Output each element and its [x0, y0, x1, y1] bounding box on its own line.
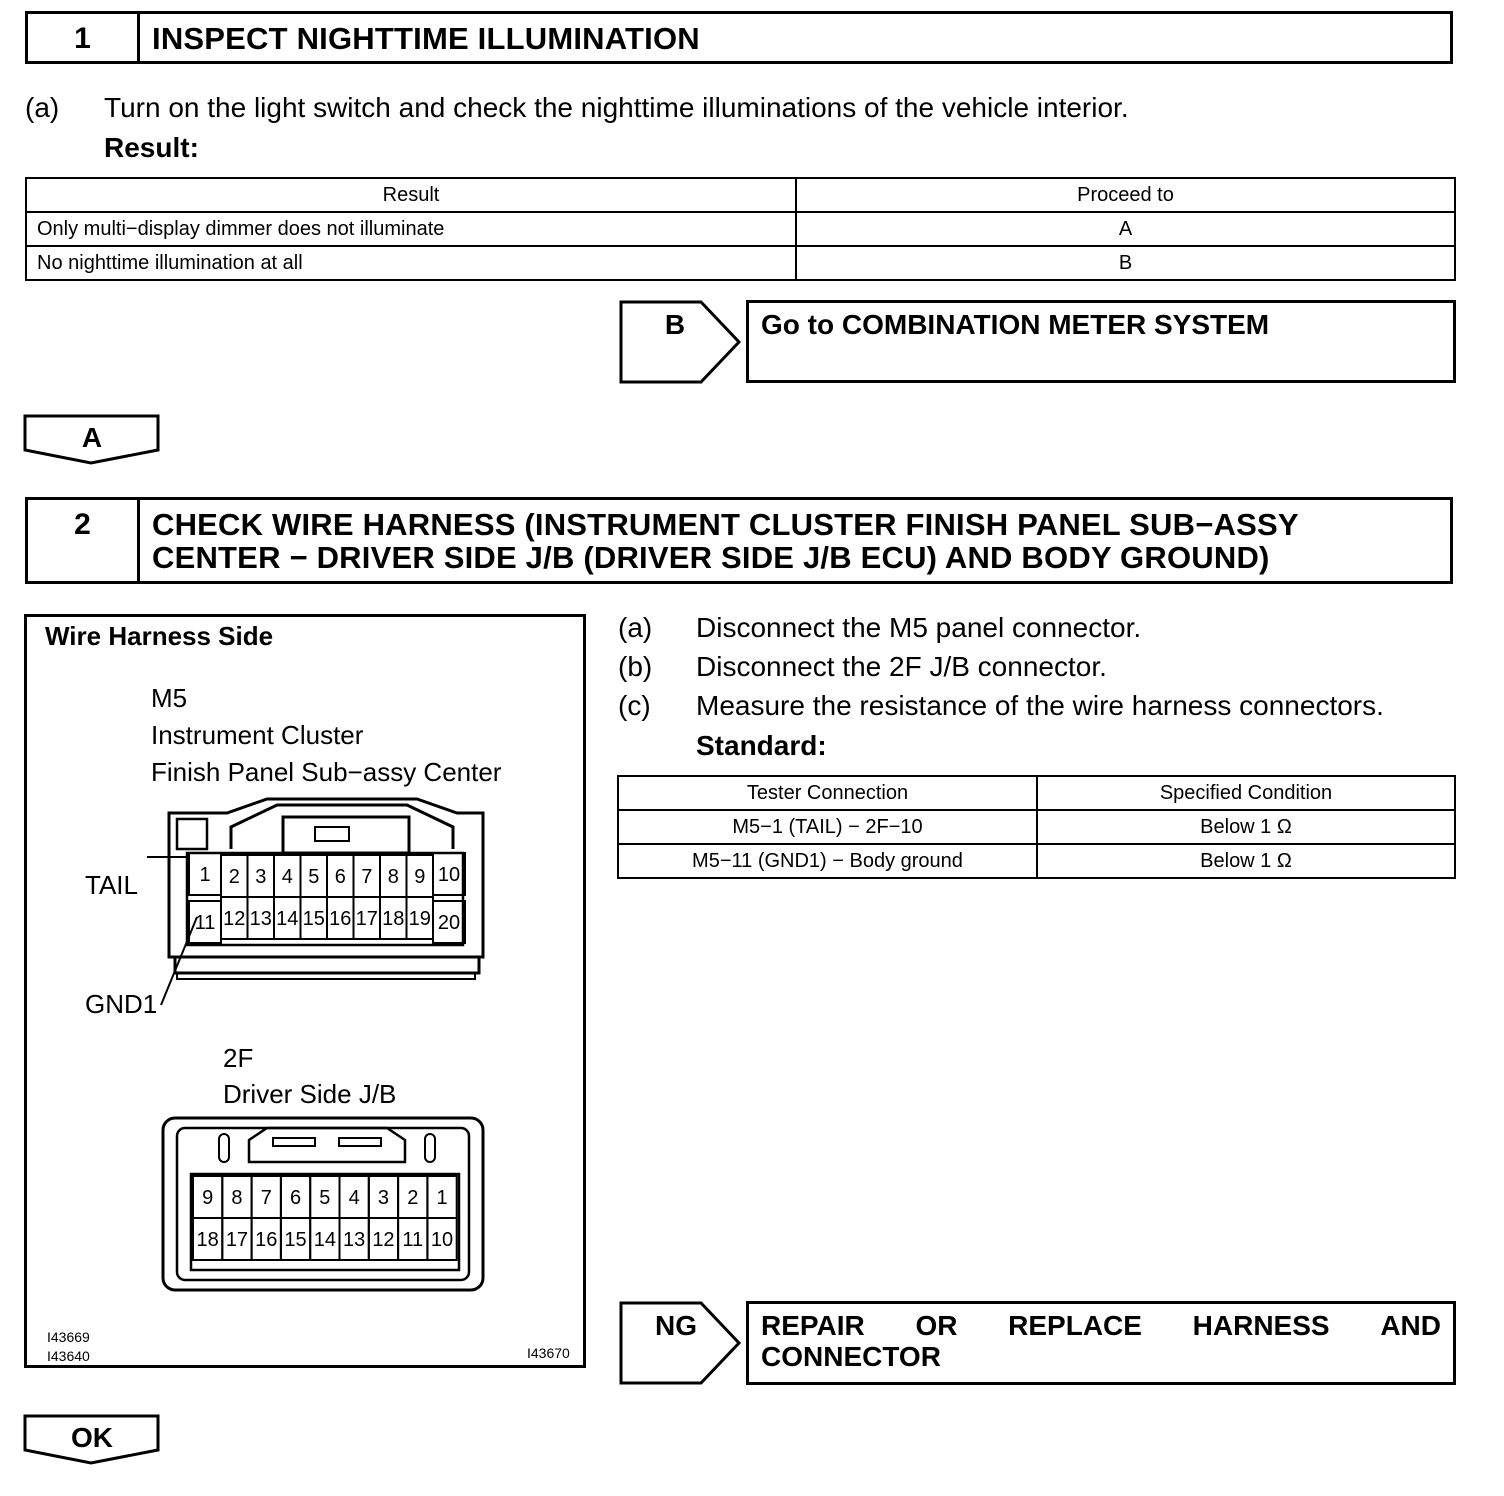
- standard-label: Standard:: [696, 730, 827, 761]
- connector-pin-number: 11: [402, 1229, 424, 1251]
- table-header-cell: Proceed to: [796, 178, 1455, 212]
- connector-pin-number: 2: [407, 1187, 419, 1209]
- connector-pin-number: 7: [361, 866, 373, 888]
- step-marker: (b): [618, 651, 653, 682]
- connector-pin-number: 17: [225, 1229, 249, 1251]
- connector-pin-number: 17: [355, 908, 378, 930]
- step-text: Disconnect the M5 panel connector.: [696, 612, 1142, 643]
- step-marker: (c): [618, 690, 651, 721]
- table-cell: M5−1 (TAIL) − 2F−10: [618, 810, 1037, 844]
- table-cell: Below 1 Ω: [1037, 810, 1455, 844]
- connector-pin-number: 8: [231, 1187, 243, 1209]
- table-cell: A: [796, 212, 1455, 246]
- branch-b-label: B: [664, 309, 686, 340]
- figure-id: I43669: [47, 1329, 90, 1345]
- connector-pin-number: 16: [329, 908, 352, 930]
- connector-pin-number: 4: [281, 866, 293, 888]
- table-header-row: [618, 776, 1455, 810]
- table-cell: Only multi−display dimmer does not illuminate: [26, 212, 796, 246]
- connector-pin-number: 15: [302, 908, 325, 930]
- diagram-heading: Wire Harness Side: [45, 621, 274, 651]
- connector-pin-number: 20: [437, 912, 461, 934]
- branch-ng-label: NG: [655, 1310, 697, 1341]
- connector-pin-number: 5: [319, 1187, 331, 1209]
- action-line: CONNECTOR: [761, 1341, 941, 1372]
- branch-a-label: A: [81, 422, 103, 453]
- connector-pin-number: 3: [255, 866, 267, 888]
- figure-id: I43640: [47, 1348, 90, 1364]
- connector-pin-number: 12: [372, 1229, 395, 1251]
- connector-pin-number: 9: [202, 1187, 214, 1209]
- connector-pin-number: 14: [313, 1229, 336, 1251]
- connector-pin-number: 8: [387, 866, 399, 888]
- connector-pin-number: 1: [436, 1187, 448, 1209]
- connector-pin-number: 13: [249, 908, 272, 930]
- connector-pin-number: 6: [334, 866, 346, 888]
- table-header-cell: Tester Connection: [618, 776, 1037, 810]
- jb-connector-drawing: [27, 1112, 583, 1302]
- table-cell: Below 1 Ω: [1037, 844, 1455, 878]
- m5-connector-name: Instrument Cluster: [151, 720, 364, 750]
- connector-pin-number: 1: [199, 864, 211, 886]
- instruction-text: Turn on the light switch and check the nighttime illuminations of the vehicle interior.: [104, 92, 1129, 123]
- table-row: [618, 810, 1455, 844]
- connector-pin-number: 16: [255, 1229, 278, 1251]
- branch-ng-action: [746, 1301, 1456, 1385]
- connector-pin-number: 18: [196, 1229, 219, 1251]
- m5-connector-code: M5: [151, 683, 188, 713]
- action-word: REPAIR: [761, 1310, 865, 1341]
- tail-pin-label: TAIL: [85, 870, 138, 900]
- connector-pin-number: 5: [308, 866, 320, 888]
- step-title-line: CHECK WIRE HARNESS (INSTRUMENT CLUSTER FINISH PANEL SUB−ASSY: [152, 507, 1299, 542]
- item-marker: (a): [25, 92, 60, 123]
- wire-harness-diagram: [24, 614, 586, 1368]
- step-marker: (a): [618, 612, 653, 643]
- action-word: REPLACE: [1008, 1310, 1142, 1341]
- step-title: INSPECT NIGHTTIME ILLUMINATION: [152, 21, 700, 56]
- step-1-header: [25, 11, 1453, 64]
- table-row: [26, 246, 1455, 280]
- step-title-line: CENTER − DRIVER SIDE J/B (DRIVER SIDE J/B ECU) AND BODY GROUND): [152, 540, 1270, 575]
- connector-pin-number: 11: [194, 912, 216, 934]
- step-2-header: [25, 497, 1453, 584]
- branch-b-action: Go to COMBINATION METER SYSTEM: [746, 300, 1456, 383]
- connector-pin-number: 10: [437, 864, 461, 886]
- result-label: Result:: [104, 132, 199, 163]
- step-text: Measure the resistance of the wire harness connectors.: [696, 690, 1384, 721]
- result-table: [25, 177, 1456, 281]
- connector-pin-number: 13: [343, 1229, 366, 1251]
- step-title: [140, 500, 1450, 581]
- jb-connector-code: 2F: [223, 1043, 254, 1073]
- resistance-spec-table: [617, 775, 1456, 879]
- table-header-cell: Result: [26, 178, 796, 212]
- connector-pin-number: 15: [284, 1229, 307, 1251]
- table-row: [26, 212, 1455, 246]
- action-word: HARNESS: [1192, 1310, 1330, 1341]
- connector-pin-number: 2: [228, 866, 240, 888]
- table-header-cell: Specified Condition: [1037, 776, 1455, 810]
- connector-pin-number: 19: [408, 908, 431, 930]
- connector-pin-number: 4: [348, 1187, 360, 1209]
- table-header-row: [26, 178, 1455, 212]
- connector-pin-number: 6: [289, 1187, 302, 1209]
- action-word: OR: [915, 1310, 958, 1341]
- figure-id: I43670: [527, 1345, 570, 1361]
- gnd1-pin-label: GND1: [85, 989, 158, 1019]
- m5-connector-name: Finish Panel Sub−assy Center: [151, 757, 502, 787]
- table-row: [618, 844, 1455, 878]
- connector-pin-number: 10: [430, 1229, 454, 1251]
- connector-pin-number: 18: [382, 908, 405, 930]
- table-cell: No nighttime illumination at all: [26, 246, 796, 280]
- connector-pin-number: 3: [377, 1187, 390, 1209]
- step-text: Disconnect the 2F J/B connector.: [696, 651, 1107, 682]
- connector-pin-number: 7: [260, 1187, 272, 1209]
- action-line: [761, 1310, 1441, 1341]
- connector-pin-number: 14: [276, 908, 299, 930]
- action-word: AND: [1380, 1310, 1441, 1341]
- step-number: 1: [28, 14, 140, 61]
- jb-connector-name: Driver Side J/B: [223, 1079, 397, 1109]
- table-cell: B: [796, 246, 1455, 280]
- connector-pin-number: 12: [223, 908, 246, 930]
- connector-pin-number: 9: [414, 866, 426, 888]
- branch-ok-label: OK: [71, 1422, 113, 1453]
- step-number: 2: [28, 500, 140, 581]
- table-cell: M5−11 (GND1) − Body ground: [618, 844, 1037, 878]
